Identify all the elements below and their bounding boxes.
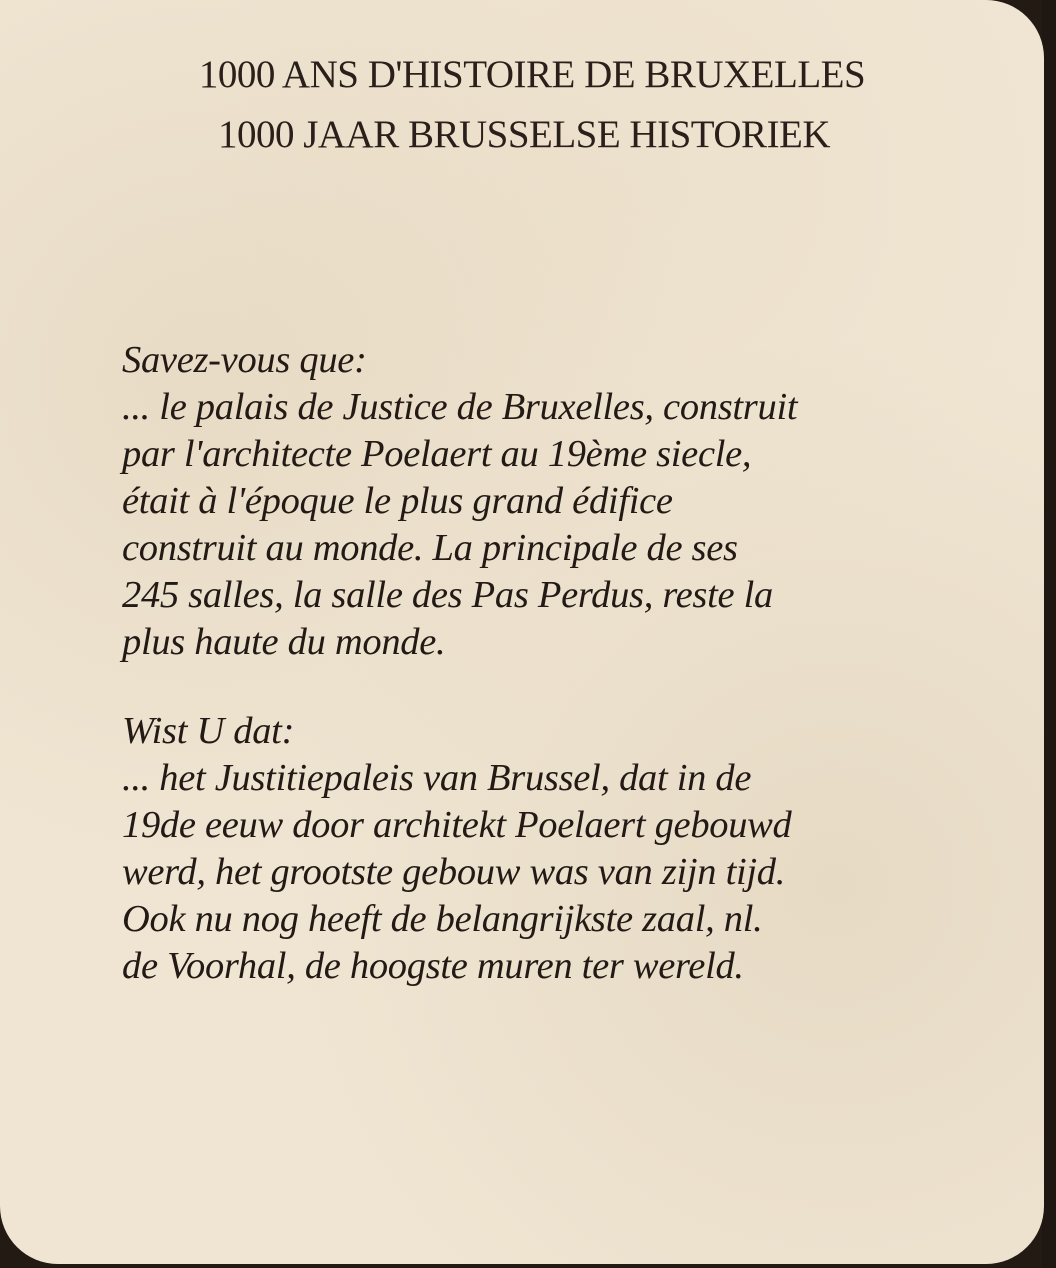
background-edge bbox=[1042, 0, 1056, 1268]
title-dutch: 1000 JAAR BRUSSELSE HISTORIEK bbox=[217, 113, 831, 156]
french-line: construit au monde. La principale de ses bbox=[122, 527, 738, 569]
french-line: par l'architecte Poelaert au 19ème siecle, bbox=[122, 433, 752, 475]
dutch-paragraph bbox=[122, 708, 962, 990]
dutch-line: de Voorhal, de hoogste muren ter wereld. bbox=[122, 945, 744, 987]
dutch-lead: Wist U dat: bbox=[122, 710, 295, 752]
french-paragraph bbox=[122, 337, 962, 666]
dutch-line: Ook nu nog heeft de belangrijkste zaal, nl. bbox=[122, 898, 763, 940]
french-line: était à l'époque le plus grand édifice bbox=[122, 480, 673, 522]
dutch-line: werd, het grootste gebouw was van zijn tijd. bbox=[122, 851, 786, 893]
french-lead: Savez-vous que: bbox=[122, 339, 367, 381]
french-line: plus haute du monde. bbox=[122, 621, 446, 663]
french-line: ... le palais de Justice de Bruxelles, construit bbox=[122, 386, 798, 428]
title-french: 1000 ANS D'HISTOIRE DE BRUXELLES bbox=[198, 53, 866, 96]
dutch-line: ... het Justitiepaleis van Brussel, dat in de bbox=[122, 757, 752, 799]
dutch-line: 19de eeuw door architekt Poelaert gebouwd bbox=[122, 804, 792, 846]
french-line: 245 salles, la salle des Pas Perdus, reste la bbox=[122, 574, 773, 616]
